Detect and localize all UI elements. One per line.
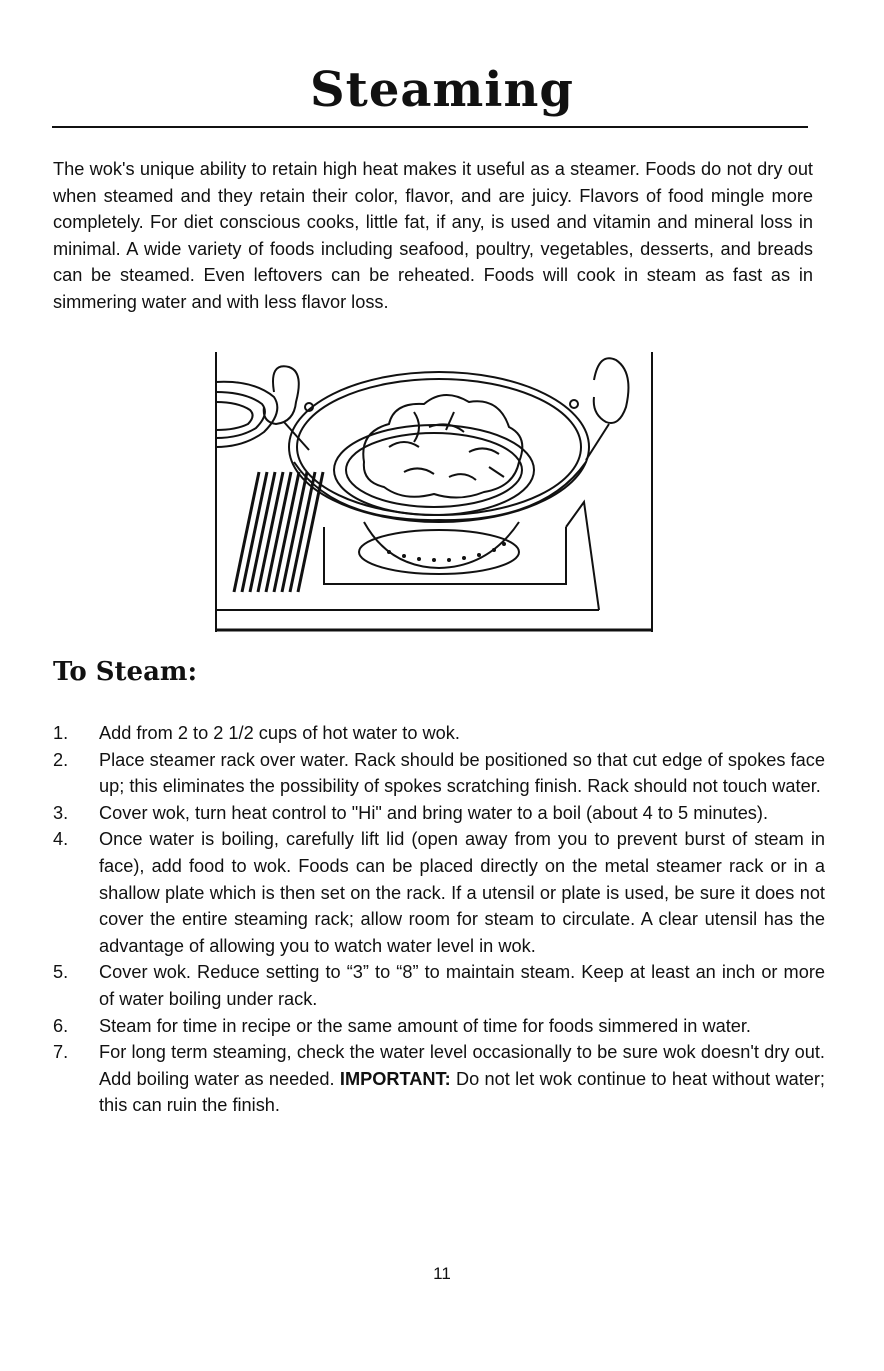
step-text: Place steamer rack over water. Rack should be positioned so that cut edge of spokes face up; this eliminates the possibility of spokes scratching finish. Rack should not touch water.	[99, 749, 825, 797]
important-text: Do not let wok continue to heat without water; this can ruin the finish.	[99, 1068, 825, 1116]
page-number: 11	[433, 1264, 451, 1283]
step-text: Cover wok. Reduce setting to “3” to “8” to maintain steam. Keep at least an inch or more of water boiling under rack.	[99, 962, 825, 1009]
list-item	[53, 800, 825, 827]
step-number: 3.	[53, 802, 69, 823]
step-number: 1.	[53, 723, 69, 743]
list-item	[53, 747, 825, 800]
step-number: 7.	[53, 1042, 69, 1063]
list-item	[53, 959, 825, 1012]
steps-list	[53, 720, 825, 1119]
section-heading: To Steam:	[53, 657, 198, 687]
step-number: 4.	[53, 829, 69, 850]
step-number: 5.	[53, 962, 69, 983]
step-text: Once water is boiling, carefully lift lid (open away from you to prevent burst of steam in face), add food to wok. Foods can be placed directly on the metal steamer rack or in a shallow plate which is then set on the rack. If a utensil or plate is used, be sure it does not cover the entire steaming rack; allow room for steam to circulate. A clear utensil has the advantage of allowing you to watch water level in wok.	[99, 829, 825, 956]
title-rule	[52, 126, 808, 128]
page-title: Steaming	[310, 62, 574, 118]
step-text: Add from 2 to 2 1/2 cups of hot water to wok.	[99, 723, 460, 743]
list-item	[53, 1013, 825, 1040]
step-text: Steam for time in recipe or the same amount of time for foods simmered in water.	[99, 1015, 751, 1036]
step-text: Cover wok, turn heat control to "Hi" and bring water to a boil (about 4 to 5 minutes).	[99, 802, 769, 823]
step-body: For long term steaming, check the water level occasionally to be sure wok doesn't dry out. Add boiling water as needed.	[99, 1042, 825, 1089]
important-label: IMPORTANT:	[339, 1068, 451, 1089]
step-number: 6.	[53, 1015, 69, 1036]
intro-paragraph: The wok's unique ability to retain high heat makes it useful as a steamer. Foods do not dry out when steamed and they retain their color, flavor, and are juicy. Flavors of food mingle more completely. For diet conscious cooks, little fat, if any, is used and vitamin and mineral loss in minimal. A wide variety of foods including seafood, poultry, vegetables, desserts, and breads can be steamed. Even leftovers can be reheated. Foods will cook in steam as fast as in simmering water and with less flavor loss.	[53, 159, 813, 312]
list-item	[53, 720, 825, 747]
wok-steaming-illustration	[214, 352, 654, 632]
step-text	[99, 1039, 825, 1119]
list-item	[53, 1039, 825, 1119]
list-item	[53, 826, 825, 959]
step-number: 2.	[53, 749, 69, 770]
